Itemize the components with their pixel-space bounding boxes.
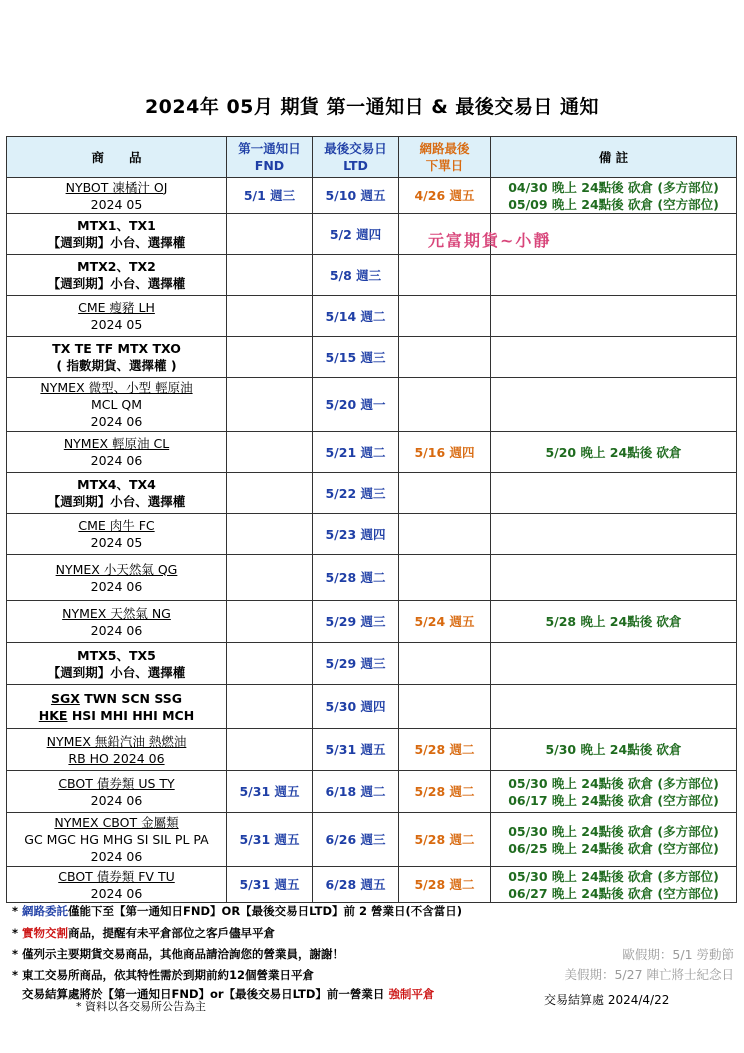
product-name: CBOT 債券類 US TY <box>58 775 175 791</box>
net-cell: 5/24 週五 <box>399 601 491 643</box>
watermark-signature: 元富期貨~小靜 <box>428 231 552 250</box>
remark-cell <box>491 601 737 643</box>
remark-cell <box>491 296 737 337</box>
fnd-cell: 5/1 週三 <box>227 178 313 214</box>
product-cell <box>7 255 227 296</box>
ltd-cell: 5/2 週四 <box>313 214 399 255</box>
table-row <box>7 685 737 729</box>
net-cell <box>399 296 491 337</box>
exchange-sgx: SGX <box>50 690 80 706</box>
header-ltd-line1: 最後交易日 <box>324 141 387 156</box>
footer-note-4-text: 東工交易所商品，依其特性需於到期前約12個營業日平倉 <box>22 968 315 982</box>
product-name: CME 肉牛 FC <box>78 518 155 533</box>
remark-cell <box>491 514 737 555</box>
fnd-cell <box>227 296 313 337</box>
product-cell <box>7 813 227 867</box>
remark-line: 5/30 晚上 24點後 砍倉 <box>545 742 682 757</box>
product-cell <box>7 729 227 771</box>
footer-note-5-text: 交易結算處將於【第一通知日FND】or【最後交易日LTD】前一營業日 <box>22 987 385 1001</box>
fnd-cell <box>227 255 313 296</box>
product-codes: GC MGC HG MHG SI SIL PL PA <box>24 832 209 847</box>
net-cell <box>399 378 491 432</box>
page-title: 2024年 05月 期貨 第一通知日 & 最後交易日 通知 <box>144 96 600 118</box>
remark-cell <box>491 813 737 867</box>
product-name: CME 瘦豬 LH <box>78 300 155 315</box>
product-name: NYMEX 輕原油 CL <box>63 436 170 451</box>
remark-cell <box>491 378 737 432</box>
fnd-cell <box>227 601 313 643</box>
table-row <box>7 296 737 337</box>
net-cell: 5/28 週二 <box>399 813 491 867</box>
remark-line: 06/25 晚上 24點後 砍倉 (空方部位) <box>508 840 719 856</box>
ltd-cell: 5/31 週五 <box>313 729 399 771</box>
product-name: MTX4、TX4 <box>77 477 156 492</box>
table-row <box>7 432 737 473</box>
net-cell <box>399 337 491 378</box>
table-row <box>7 643 737 685</box>
holiday-us: 美假期：5/27 陣亡將士紀念日 <box>564 967 734 982</box>
product-month: 2024 06 <box>90 578 143 594</box>
remark-line: 5/20 晚上 24點後 砍倉 <box>545 444 682 460</box>
product-month: 2024 06 <box>90 414 143 429</box>
product-cell <box>7 643 227 685</box>
footer-note-6 <box>76 998 206 1014</box>
header-ltd <box>313 137 399 178</box>
table-row <box>7 255 737 296</box>
product-name: MTX5、TX5 <box>77 647 156 663</box>
ltd-cell: 5/8 週三 <box>313 255 399 296</box>
header-fnd-line1: 第一通知日 <box>238 141 301 156</box>
product-month: 2024 06 <box>90 885 143 901</box>
expiry-table <box>6 136 737 903</box>
footer-note-2-text: 商品，提醒有未平倉部位之客戶儘早平倉 <box>68 926 276 940</box>
product-cell <box>7 432 227 473</box>
product-month: 2024 06 <box>90 792 143 808</box>
fnd-cell <box>227 378 313 432</box>
remark-cell <box>491 771 737 813</box>
fnd-cell <box>227 729 313 771</box>
department-date: 交易結算處 2024/4/22 <box>544 993 670 1007</box>
header-row <box>7 137 737 178</box>
fnd-cell <box>227 643 313 685</box>
fnd-cell <box>227 514 313 555</box>
product-month: 2024 06 <box>90 453 143 468</box>
header-net <box>399 137 491 178</box>
product-desc: 【週到期】小台、選擇權 <box>47 664 186 680</box>
table-row <box>7 214 737 255</box>
fnd-cell <box>227 555 313 601</box>
remark-cell <box>491 729 737 771</box>
remark-line: 05/30 晚上 24點後 砍倉 (多方部位) <box>508 868 719 884</box>
remark-line: 05/30 晚上 24點後 砍倉 (多方部位) <box>508 775 719 791</box>
ltd-cell: 6/18 週二 <box>313 771 399 813</box>
net-cell: 5/28 週二 <box>399 771 491 813</box>
net-cell <box>399 643 491 685</box>
header-net-line1: 網路最後 <box>419 141 470 156</box>
product-cell <box>7 178 227 214</box>
product-codes: MCL QM <box>90 397 143 412</box>
header-ltd-line2: LTD <box>343 158 368 173</box>
table-row <box>7 555 737 601</box>
header-fnd <box>227 137 313 178</box>
product-cell <box>7 337 227 378</box>
product-name: MTX1、TX1 <box>77 218 156 233</box>
remark-cell <box>491 555 737 601</box>
remark-line: 04/30 晚上 24點後 砍倉 (多方部位) <box>508 179 719 195</box>
remark-line: 06/27 晚上 24點後 砍倉 (空方部位) <box>508 885 719 901</box>
product-cell <box>7 867 227 903</box>
net-cell: 5/16 週四 <box>399 432 491 473</box>
product-name: NYMEX 無鉛汽油 熱燃油 <box>46 733 187 749</box>
remark-cell <box>491 685 737 729</box>
ltd-cell: 5/22 週三 <box>313 473 399 514</box>
remark-line: 05/30 晚上 24點後 砍倉 (多方部位) <box>508 823 719 839</box>
product-cell <box>7 378 227 432</box>
product-month: 2024 05 <box>90 535 143 550</box>
bullet-star: * <box>76 1000 82 1013</box>
product-codes: HSI MHI HHI MCH <box>67 707 195 723</box>
product-desc: 【週到期】小台、選擇權 <box>47 235 186 250</box>
fnd-cell <box>227 214 313 255</box>
header-fnd-line2: FND <box>254 158 285 173</box>
product-name: NYMEX 微型、小型 輕原油 <box>40 380 193 395</box>
product-desc: 【週到期】小台、選擇權 <box>47 276 186 291</box>
product-codes: TWN SCN SSG <box>79 690 183 706</box>
net-cell: 4/26 週五 <box>399 178 491 214</box>
remark-cell <box>491 867 737 903</box>
net-cell: 5/28 週二 <box>399 867 491 903</box>
product-cell <box>7 555 227 601</box>
header-product: 商 品 <box>7 137 227 178</box>
ltd-cell: 5/21 週二 <box>313 432 399 473</box>
bullet-star: * <box>12 968 19 982</box>
fnd-cell <box>227 337 313 378</box>
header-remark: 備 註 <box>491 137 737 178</box>
ltd-cell: 5/29 週三 <box>313 643 399 685</box>
net-cell <box>399 555 491 601</box>
product-desc: 【週到期】小台、選擇權 <box>47 494 186 509</box>
footer-note-5-keyword: 強制平倉 <box>388 987 435 1001</box>
net-cell <box>399 473 491 514</box>
remark-cell <box>491 337 737 378</box>
product-cell <box>7 473 227 514</box>
product-name: TX TE TF MTX TXO <box>52 341 181 356</box>
header-net-line2: 下單日 <box>425 158 464 173</box>
footer-note-3 <box>12 946 344 962</box>
fnd-cell <box>227 432 313 473</box>
product-name: NYBOT 凍橘汁 OJ <box>65 179 168 195</box>
remark-line: 06/17 晚上 24點後 砍倉 (空方部位) <box>508 792 719 808</box>
holiday-eu: 歐假期：5/1 勞動節 <box>622 947 734 962</box>
product-name: NYMEX 天然氣 NG <box>62 605 171 621</box>
table-row <box>7 378 737 432</box>
remark-cell <box>491 473 737 514</box>
remark-cell <box>491 255 737 296</box>
ltd-cell: 5/20 週一 <box>313 378 399 432</box>
product-name: NYMEX CBOT 金屬類 <box>54 815 179 830</box>
product-month: 2024 06 <box>90 622 143 638</box>
fnd-cell: 5/31 週五 <box>227 771 313 813</box>
bullet-star: * <box>12 947 19 961</box>
footer-note-1 <box>12 903 462 919</box>
table-row <box>7 178 737 214</box>
footer-note-6-text: 資料以各交易所公告為主 <box>85 1000 206 1013</box>
fnd-cell: 5/31 週五 <box>227 867 313 903</box>
table-row <box>7 813 737 867</box>
remark-cell <box>491 432 737 473</box>
product-name: NYMEX 小天然氣 QG <box>55 561 178 577</box>
remark-cell <box>491 178 737 214</box>
ltd-cell: 5/30 週四 <box>313 685 399 729</box>
product-month: 2024 05 <box>90 317 143 332</box>
product-name: CBOT 債券類 FV TU <box>58 868 175 884</box>
bullet-star: * <box>12 926 19 940</box>
remark-line: 5/28 晚上 24點後 砍倉 <box>545 614 682 629</box>
footer-note-1-keyword: 網路委託 <box>22 904 69 918</box>
product-month: 2024 06 <box>90 849 143 864</box>
fnd-cell <box>227 685 313 729</box>
table-row <box>7 337 737 378</box>
footer-note-1-text: 僅能下至【第一通知日FND】OR【最後交易日LTD】前 2 營業日(不含當日) <box>68 904 463 918</box>
product-cell <box>7 771 227 813</box>
ltd-cell: 5/15 週三 <box>313 337 399 378</box>
footer-note-2 <box>12 925 275 941</box>
ltd-cell: 5/23 週四 <box>313 514 399 555</box>
ltd-cell: 6/26 週三 <box>313 813 399 867</box>
table-row <box>7 473 737 514</box>
footer-note-3-text: 僅列示主要期貨交易商品，其他商品請洽詢您的營業員，謝謝！ <box>22 947 345 961</box>
ltd-cell: 6/28 週五 <box>313 867 399 903</box>
product-cell <box>7 514 227 555</box>
fnd-cell: 5/31 週五 <box>227 813 313 867</box>
product-cell <box>7 601 227 643</box>
product-desc: ( 指數期貨、選擇權 ) <box>56 358 177 373</box>
table-row <box>7 867 737 903</box>
ltd-cell: 5/28 週二 <box>313 555 399 601</box>
footer-note-4 <box>12 967 314 983</box>
product-month: 2024 05 <box>90 196 143 212</box>
net-cell <box>399 514 491 555</box>
product-cell <box>7 296 227 337</box>
net-cell <box>399 685 491 729</box>
table-row <box>7 514 737 555</box>
remark-cell <box>491 643 737 685</box>
exchange-hke: HKE <box>38 707 68 723</box>
product-cell <box>7 214 227 255</box>
table-row <box>7 729 737 771</box>
remark-line: 05/09 晚上 24點後 砍倉 (空方部位) <box>508 196 719 212</box>
table-row <box>7 601 737 643</box>
ltd-cell: 5/10 週五 <box>313 178 399 214</box>
net-cell <box>399 255 491 296</box>
fnd-cell <box>227 473 313 514</box>
product-name: MTX2、TX2 <box>77 259 156 274</box>
net-cell: 5/28 週二 <box>399 729 491 771</box>
bullet-star: * <box>12 904 19 918</box>
table-row <box>7 771 737 813</box>
ltd-cell: 5/29 週三 <box>313 601 399 643</box>
product-cell <box>7 685 227 729</box>
footer-note-2-keyword: 實物交割 <box>22 926 69 940</box>
product-month: RB HO 2024 06 <box>68 750 165 766</box>
ltd-cell: 5/14 週二 <box>313 296 399 337</box>
